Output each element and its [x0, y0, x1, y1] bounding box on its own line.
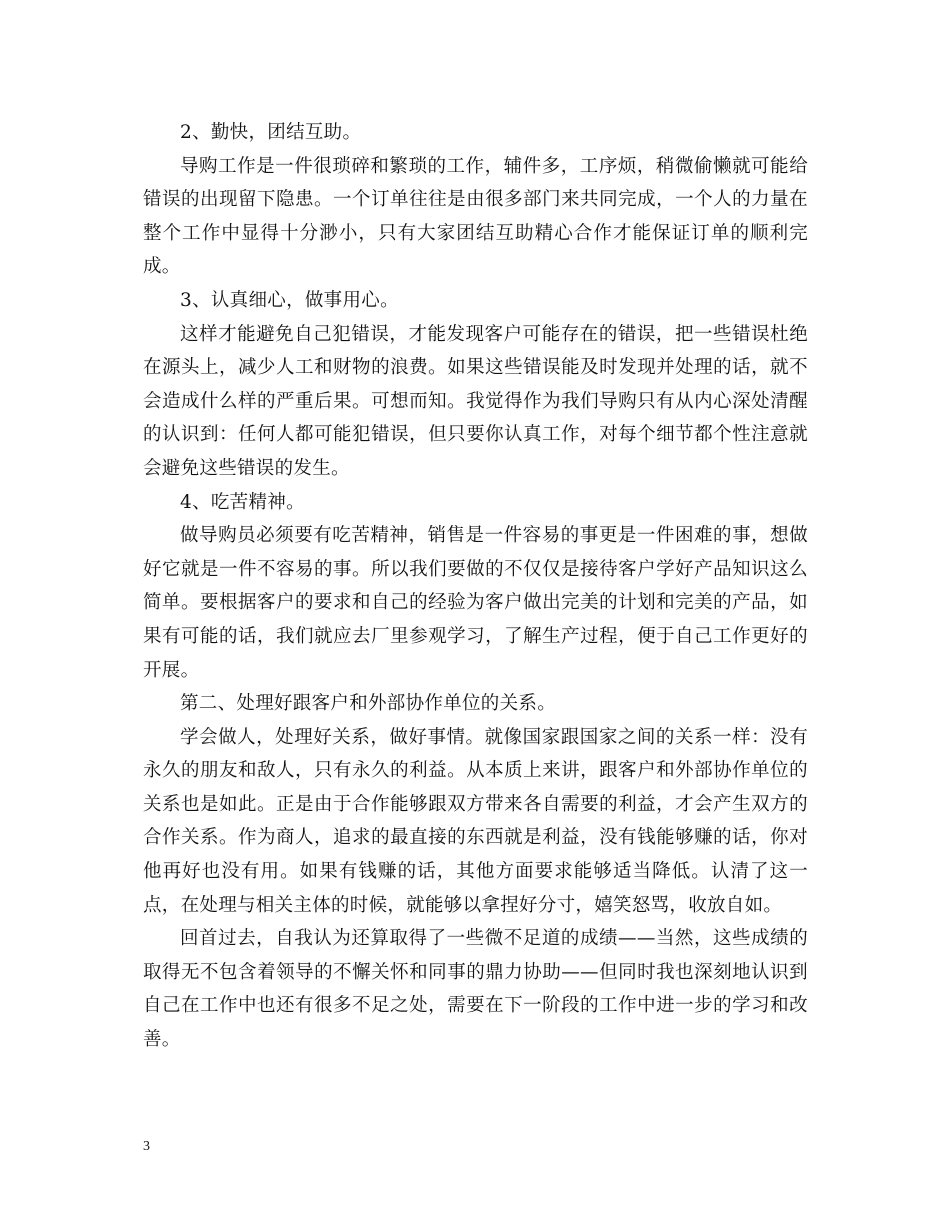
heading-hardworking: 4、吃苦精神。 — [180, 491, 305, 513]
heading-carefulness: 3、认真细心，做事用心。 — [180, 289, 399, 311]
heading-client-relations: 第二、处理好跟客户和外部协作单位的关系。 — [180, 693, 557, 715]
paragraph-relations: 学会做人，处理好关系，做好事情。就像国家跟国家之间的关系一样：没有永久的朋友和敌人，只有永久的利益。从本质上来讲，跟客户和外部协作单位的关系也是如此。正是由于合作能够跟双方带来各自需要的利益，才会产生双方的合作关系。作为商人，追求的最直接的东西就是利益，没有钱能够赚的话，你对他再好也没有用。如果有钱赚的话，其他方面要求能够适当降低。认清了这一点，在处理与相关主体的时候，就能够以拿捏好分寸，嬉笑怒骂，收放自如。 — [143, 726, 808, 916]
paragraph-avoid-errors: 这样才能避免自己犯错误，才能发现客户可能存在的错误，把一些错误杜绝在源头上，减少人工和财物的浪费。如果这些错误能及时发现并处理的话，就不会造成什么样的严重后果。可想而知。我觉得作为我们导购只有从内心深处清醒的认识到：任何人都可能犯错误，但只要你认真工作，对每个细节都个性注意就会避免这些错误的发生。 — [143, 323, 808, 479]
page-number: 3 — [143, 1139, 150, 1154]
document-body — [143, 116, 808, 1057]
paragraph-teamwork: 导购工作是一件很琐碎和繁琐的工作，辅件多，工序烦，稍微偷懒就可能给错误的出现留下隐患。一个订单往往是由很多部门来共同完成，一个人的力量在整个工作中显得十分渺小，只有大家团结互助精心合作才能保证订单的顺利完成。 — [143, 155, 808, 278]
paragraph-review: 回首过去，自我认为还算取得了一些微不足道的成绩——当然，这些成绩的取得无不包含着领导的不懈关怀和同事的鼎力协助——但同时我也深刻地认识到自己在工作中也还有很多不足之处，需要在下一阶段的工作中进一步的学习和改善。 — [143, 928, 808, 1051]
paragraph-sales-spirit: 做导购员必须要有吃苦精神，销售是一件容易的事更是一件困难的事，想做好它就是一件不容易的事。所以我们要做的不仅仅是接待客户学好产品知识这么简单。要根据客户的要求和自己的经验为客户做出完美的计划和完美的产品，如果有可能的话，我们就应去厂里参观学习，了解生产过程，便于自己工作更好的开展。 — [143, 525, 808, 681]
heading-diligence: 2、勤快，团结互助。 — [180, 122, 362, 143]
